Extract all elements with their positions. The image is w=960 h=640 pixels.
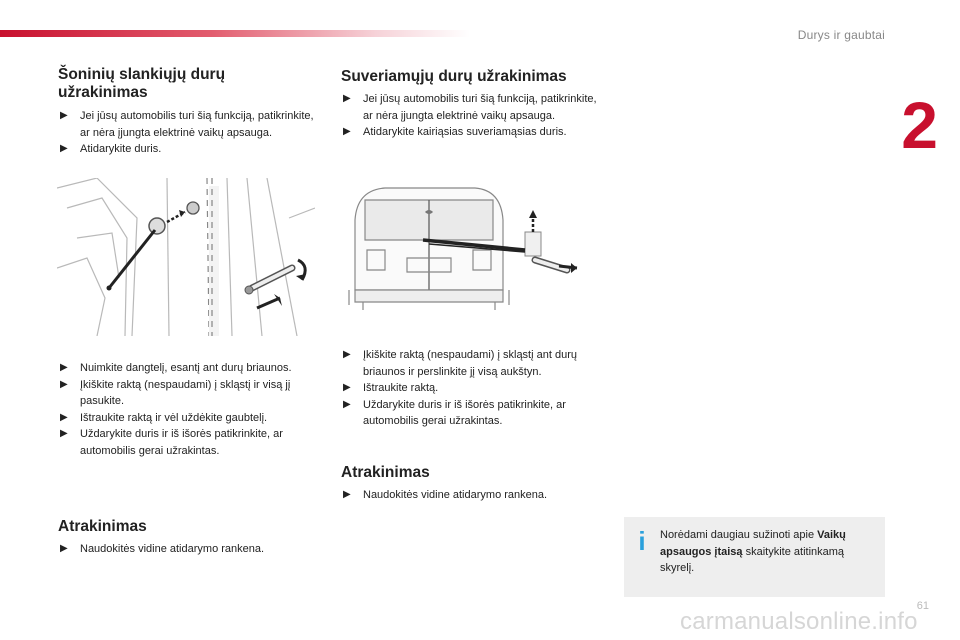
- pointer-bullet-icon: ▶︎: [60, 378, 68, 390]
- list-item: ▶︎ Atidarykite kairiąsias suveriamąsias duris.: [341, 124, 607, 141]
- list-item: ▶︎ Uždarykite duris ir iš išorės patikrinkite, ar automobilis gerai užrakintas.: [60, 428, 283, 457]
- pointer-bullet-icon: ▶︎: [343, 349, 351, 360]
- pointer-bullet-icon: ▶︎: [60, 543, 68, 554]
- list-item: ▶︎ Ištraukite raktą.: [341, 380, 601, 397]
- list-item: ▶︎ Ištraukite raktą ir vėl uždėkite gaubtelį.: [58, 410, 324, 427]
- list-item: ▶︎ Naudokitės vidine atidarymo rankena.: [58, 541, 320, 558]
- pointer-bullet-icon: ▶︎: [60, 110, 68, 121]
- pointer-bullet-icon: ▶︎: [343, 126, 351, 137]
- pointer-bullet-icon: ▶︎: [60, 362, 68, 373]
- info-text: Norėdami daugiau sužinoti apie Vaikų apsaugos įtaisą skaitykite atitinkamą skyrelį.: [660, 529, 846, 574]
- right-steps-top: [341, 91, 607, 141]
- pointer-bullet-icon: ▶︎: [60, 143, 68, 154]
- left-unlock-steps: [58, 541, 320, 558]
- page-number: 61: [916, 600, 929, 612]
- list-item: ▶︎ Įkiškite raktą (nespaudami) į skląstį ir visą jį pasukite.: [60, 378, 291, 407]
- left-unlock-title: Atrakinimas: [58, 518, 147, 535]
- right-section-title: Suveriamųjų durų užrakinimas: [341, 68, 567, 85]
- pointer-bullet-icon: ▶︎: [343, 398, 351, 410]
- right-unlock-title: Atrakinimas: [341, 464, 430, 481]
- van-rear-doors-illustration: [345, 180, 590, 310]
- list-item: ▶︎ Uždarykite duris ir iš išorės patikrinkite, ar automobilis gerai užrakintas.: [343, 398, 566, 427]
- list-item: ▶︎ Atidarykite duris.: [58, 141, 320, 158]
- pointer-bullet-icon: ▶︎: [343, 93, 351, 104]
- pointer-bullet-icon: ▶︎: [60, 428, 68, 439]
- left-steps-top: [58, 108, 320, 158]
- info-icon: i: [638, 526, 646, 556]
- list-item: ▶︎ Jei jūsų automobilis turi šią funkciją, patikrinkite, ar nėra įjungta elektrinė vaikų apsauga.: [60, 110, 314, 139]
- section-title: Durys ir gaubtai: [797, 28, 885, 42]
- chapter-number: 2: [901, 88, 938, 162]
- info-box: [624, 517, 885, 597]
- top-accent-bar: [0, 30, 470, 37]
- pointer-bullet-icon: ▶︎: [60, 411, 68, 423]
- list-item: ▶︎ Naudokitės vidine atidarymo rankena.: [341, 487, 603, 504]
- sliding-door-lock-illustration: [57, 178, 315, 336]
- right-unlock-steps: [341, 487, 603, 504]
- left-section-title: Šoninių slankiųjų durų užrakinimas: [58, 66, 226, 101]
- list-item: ▶︎ Įkiškite raktą (nespaudami) į skląstį ant durų briaunos ir perslinkite jį visą aukštyn.: [343, 349, 577, 378]
- left-steps-bottom: [58, 360, 324, 459]
- pointer-bullet-icon: ▶︎: [343, 489, 351, 500]
- list-item: ▶︎ Jei jūsų automobilis turi šią funkciją, patikrinkite, ar nėra įjungta elektrinė vaikų apsauga.: [343, 93, 597, 122]
- pointer-bullet-icon: ▶︎: [343, 382, 351, 393]
- watermark: carmanualsonline.info: [680, 608, 918, 635]
- right-steps-bottom: [341, 347, 601, 430]
- list-item: ▶︎ Nuimkite dangtelį, esantį ant durų briaunos.: [58, 360, 324, 377]
